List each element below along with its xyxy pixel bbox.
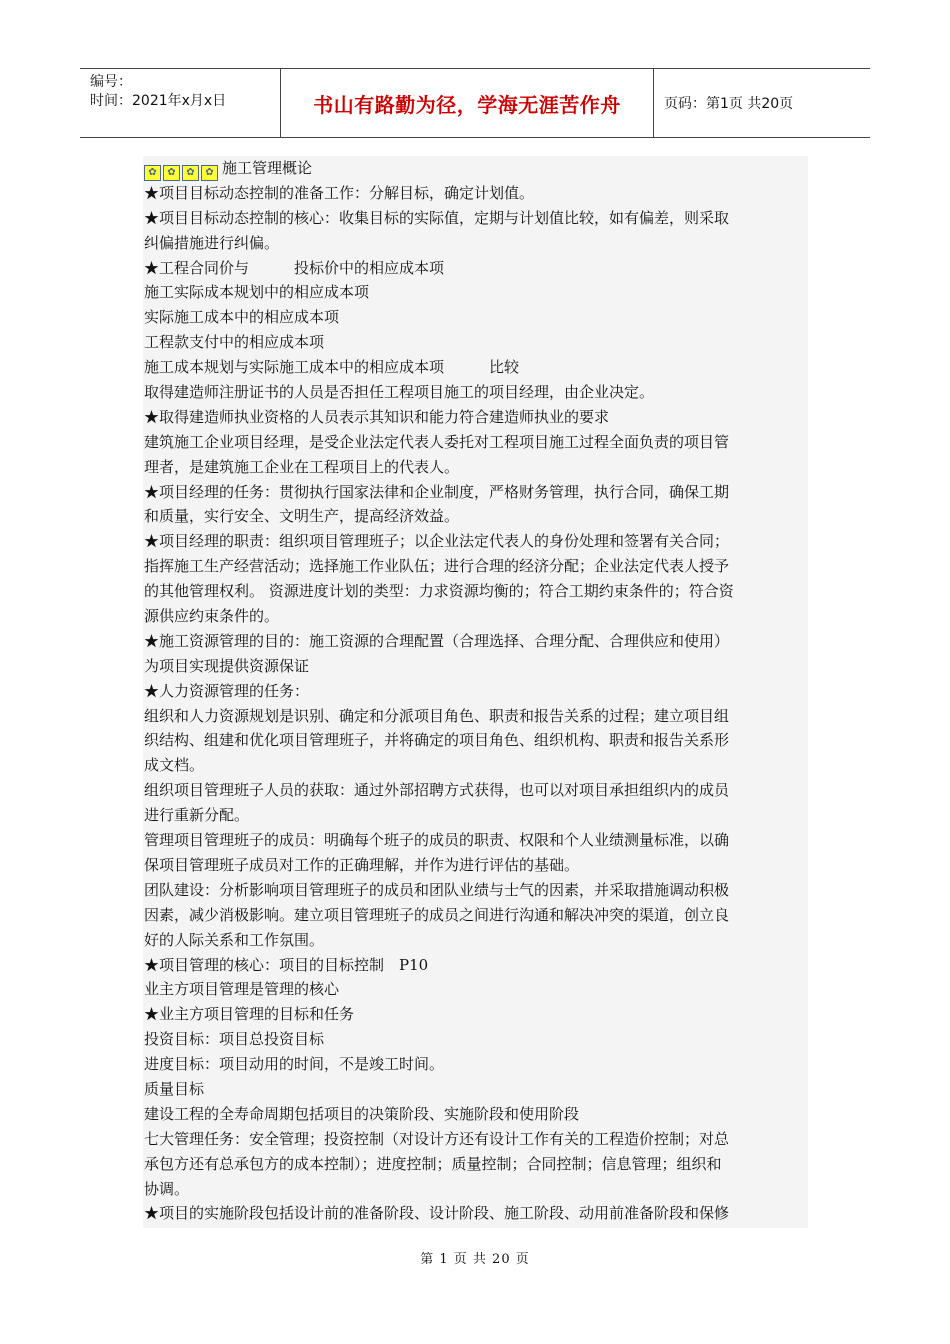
rosette-icon: ✿ [201,165,218,181]
body-text-line: 建筑施工企业项目经理，是受企业法定代表人委托对工程项目施工过程全面负责的项目管 [144,432,730,451]
body-text-line: 施工成本规划与实际施工成本中的相应成本项 比较 [144,358,520,377]
body-text-line: 组织项目管理班子人员的获取：通过外部招聘方式获得，也可以对项目承担组织内的成员 [144,781,730,800]
body-text-line: 七大管理任务：安全管理；投资控制（对设计方还有设计工作有关的工程造价控制；对总 [144,1129,730,1148]
body-text-line: ★施工资源管理的目的：施工资源的合理配置（合理选择、合理分配、合理供应和使用） [144,631,730,650]
body-text-line: 织结构、组建和优化项目管理班子，并将确定的项目角色、组织机构、职责和报告关系形 [144,731,730,750]
body-text-line: 理者，是建筑施工企业在工程项目上的代表人。 [144,457,460,476]
body-text-line: ★业主方项目管理的目标和任务 [144,1005,355,1024]
body-text-line: ★项目目标动态控制的核心：收集目标的实际值，定期与计划值比较，如有偏差，则采取 [144,208,730,227]
page-header [80,68,870,138]
body-text-line: ★工程合同价与 投标价中的相应成本项 [144,258,445,277]
body-text-line: 施工实际成本规划中的相应成本项 [144,283,370,302]
body-text-line: 建设工程的全寿命周期包括项目的决策阶段、实施阶段和使用阶段 [144,1104,580,1123]
body-text-line: ★取得建造师执业资格的人员表示其知识和能力符合建造师执业的要求 [144,407,610,426]
document-body [143,156,808,1228]
document-number-label: 编号： [90,74,132,90]
body-text-line: ★项目的实施阶段包括设计前的准备阶段、设计阶段、施工阶段、动用前准备阶段和保修 [144,1204,730,1223]
body-text-line: 的其他管理权利。 资源进度计划的类型：力求资源均衡的；符合工期约束条件的；符合资 [144,582,734,601]
page-footer: 第 1 页 共 20 页 [420,1252,530,1267]
section-title-line [143,156,808,181]
body-text-line: 为项目实现提供资源保证 [144,656,310,675]
body-text-line: 取得建造师注册证书的人员是否担任工程项目施工的项目经理，由企业决定。 [144,383,655,402]
header-page-cell [654,69,870,137]
header-motto-cell [281,69,654,137]
body-text-line: ★项目经理的职责：组织项目管理班子；以企业法定代表人的身份处理和签署有关合同； [144,532,730,551]
header-page-code: 页码：第1页 共20页 [664,96,794,112]
body-text-line: 纠偏措施进行纠偏。 [144,233,280,252]
body-text-line: 指挥施工生产经营活动；选择施工作业队伍；进行合理的经济分配；企业法定代表人授予 [144,557,730,576]
header-meta-cell [80,69,281,137]
body-text-line: 好的人际关系和工作氛围。 [144,930,325,949]
body-text-line: 管理项目管理班子的成员：明确每个班子的成员的职责、权限和个人业绩测量标准，以确 [144,831,730,850]
rosette-icon: ✿ [144,165,161,181]
body-text-line: 承包方还有总承包方的成本控制）；进度控制；质量控制；合同控制；信息管理；组织和 [144,1154,722,1173]
body-text-line: 质量目标 [144,1079,205,1098]
body-text-line: 进行重新分配。 [144,806,250,825]
body-text-line: 协调。 [144,1179,190,1198]
body-text-line: 投资目标：项目总投资目标 [144,1030,325,1049]
body-text-line: ★人力资源管理的任务： [144,681,310,700]
body-text-line: 团队建设：分析影响项目管理班子的成员和团队业绩与士气的因素，并采取措施调动积极 [144,880,730,899]
body-text-line: 实际施工成本中的相应成本项 [144,308,340,327]
rosette-icon: ✿ [163,165,180,181]
body-text-line: 成文档。 [144,756,205,775]
body-text-line: ★项目经理的任务：贯彻执行国家法律和企业制度，严格财务管理，执行合同，确保工期 [144,482,730,501]
section-title: 施工管理概论 [222,159,313,177]
document-date-label: 时间：2021年x月x日 [90,93,227,109]
body-text-line: 和质量，实行安全、文明生产，提高经济效益。 [144,507,460,526]
body-text-line: 组织和人力资源规划是识别、确定和分派项目角色、职责和报告关系的过程；建立项目组 [144,706,730,725]
body-text-line: ★项目管理的核心：项目的目标控制 P10 [144,955,429,974]
body-text-line: ★项目目标动态控制的准备工作：分解目标，确定计划值。 [144,183,535,202]
body-text-line: 业主方项目管理是管理的核心 [144,980,340,999]
body-text-line: 源供应约束条件的。 [144,607,280,626]
body-text-line: 工程款支付中的相应成本项 [144,333,325,352]
rosette-icon: ✿ [182,165,199,181]
body-lines [143,181,808,1226]
body-text-line: 进度目标：项目动用的时间，不是竣工时间。 [144,1055,445,1074]
title-icons [144,158,220,183]
body-text-line: 因素，减少消极影响。建立项目管理班子的成员之间进行沟通和解决冲突的渠道，创立良 [144,905,730,924]
header-motto: 书山有路勤为径，学海无涯苦作舟 [313,92,621,117]
body-text-line: 保项目管理班子成员对工作的正确理解，并作为进行评估的基础。 [144,855,580,874]
